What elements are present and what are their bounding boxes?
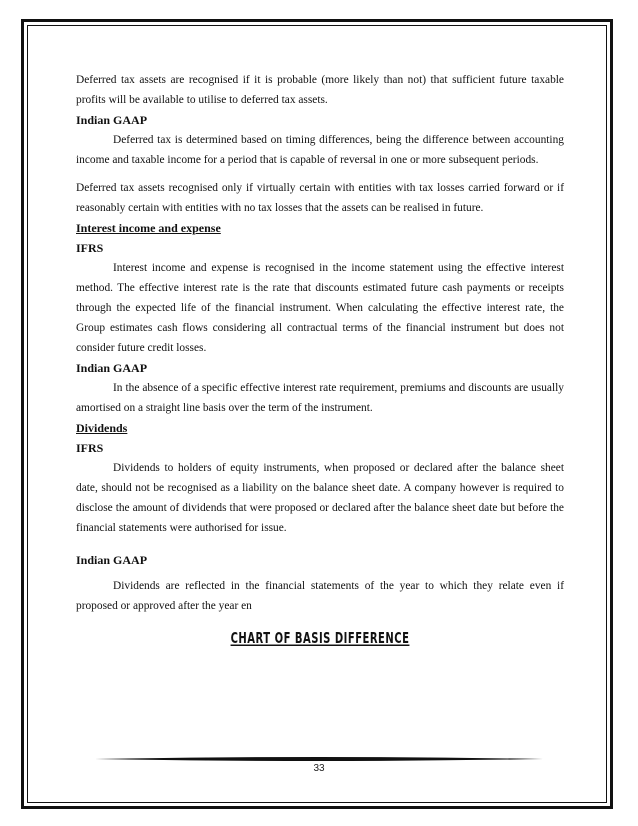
heading-dividends: Dividends bbox=[76, 421, 128, 435]
paragraph-deferred-tax-gaap: Deferred tax is determined based on timing differences, being the difference between accounting income and taxable income for a period that is capable of reversal in one or more subsequent periods. bbox=[76, 134, 564, 166]
paragraph-deferred-tax-ifrs: Deferred tax assets are recognised if it is probable (more likely than not) that sufficient future taxable profits will be available to utilise to deferred tax assets. bbox=[76, 74, 564, 106]
document-body bbox=[76, 70, 564, 660]
heading-indian-gaap: Indian GAAP bbox=[76, 113, 148, 127]
chart-title: CHART OF BASIS DIFFERENCE bbox=[230, 631, 410, 648]
heading-ifrs: IFRS bbox=[76, 241, 104, 255]
heading-indian-gaap: Indian GAAP bbox=[76, 361, 148, 375]
footer-rule bbox=[95, 756, 543, 762]
heading-ifrs: IFRS bbox=[76, 441, 104, 455]
paragraph-dividends-gaap: Dividends are reflected in the financial statements of the year to which they relate even if proposed or approved after the year en bbox=[76, 580, 564, 612]
heading-interest-income: Interest income and expense bbox=[76, 221, 221, 235]
heading-indian-gaap: Indian GAAP bbox=[76, 553, 148, 567]
paragraph-deferred-tax-assets: Deferred tax assets recognised only if virtually certain with entities with tax losses carried forward or if reasonably certain with entities with no tax losses that the assets can be realised in future. bbox=[76, 182, 564, 214]
paragraph-interest-gaap: In the absence of a specific effective interest rate requirement, premiums and discounts are usually amortised on a straight line basis over the term of the instrument. bbox=[76, 382, 564, 414]
paragraph-interest-ifrs: Interest income and expense is recognised in the income statement using the effective interest method. The effective interest rate is the rate that discounts estimated future cash payments or receipts through the expected life of the financial instrument. When calculating the effective interest rate, the Group estimates cash flows considering all contractual terms of the financial instrument but does not consider future credit losses. bbox=[76, 262, 564, 354]
page-number: 33 bbox=[313, 763, 325, 774]
paragraph-dividends-ifrs: Dividends to holders of equity instruments, when proposed or declared after the balance sheet date, should not be recognised as a liability on the balance sheet date. A company however is required to disclose the amount of dividends that were proposed or declared after the balance sheet date but before the financial statements were authorised for issue. bbox=[76, 462, 564, 534]
